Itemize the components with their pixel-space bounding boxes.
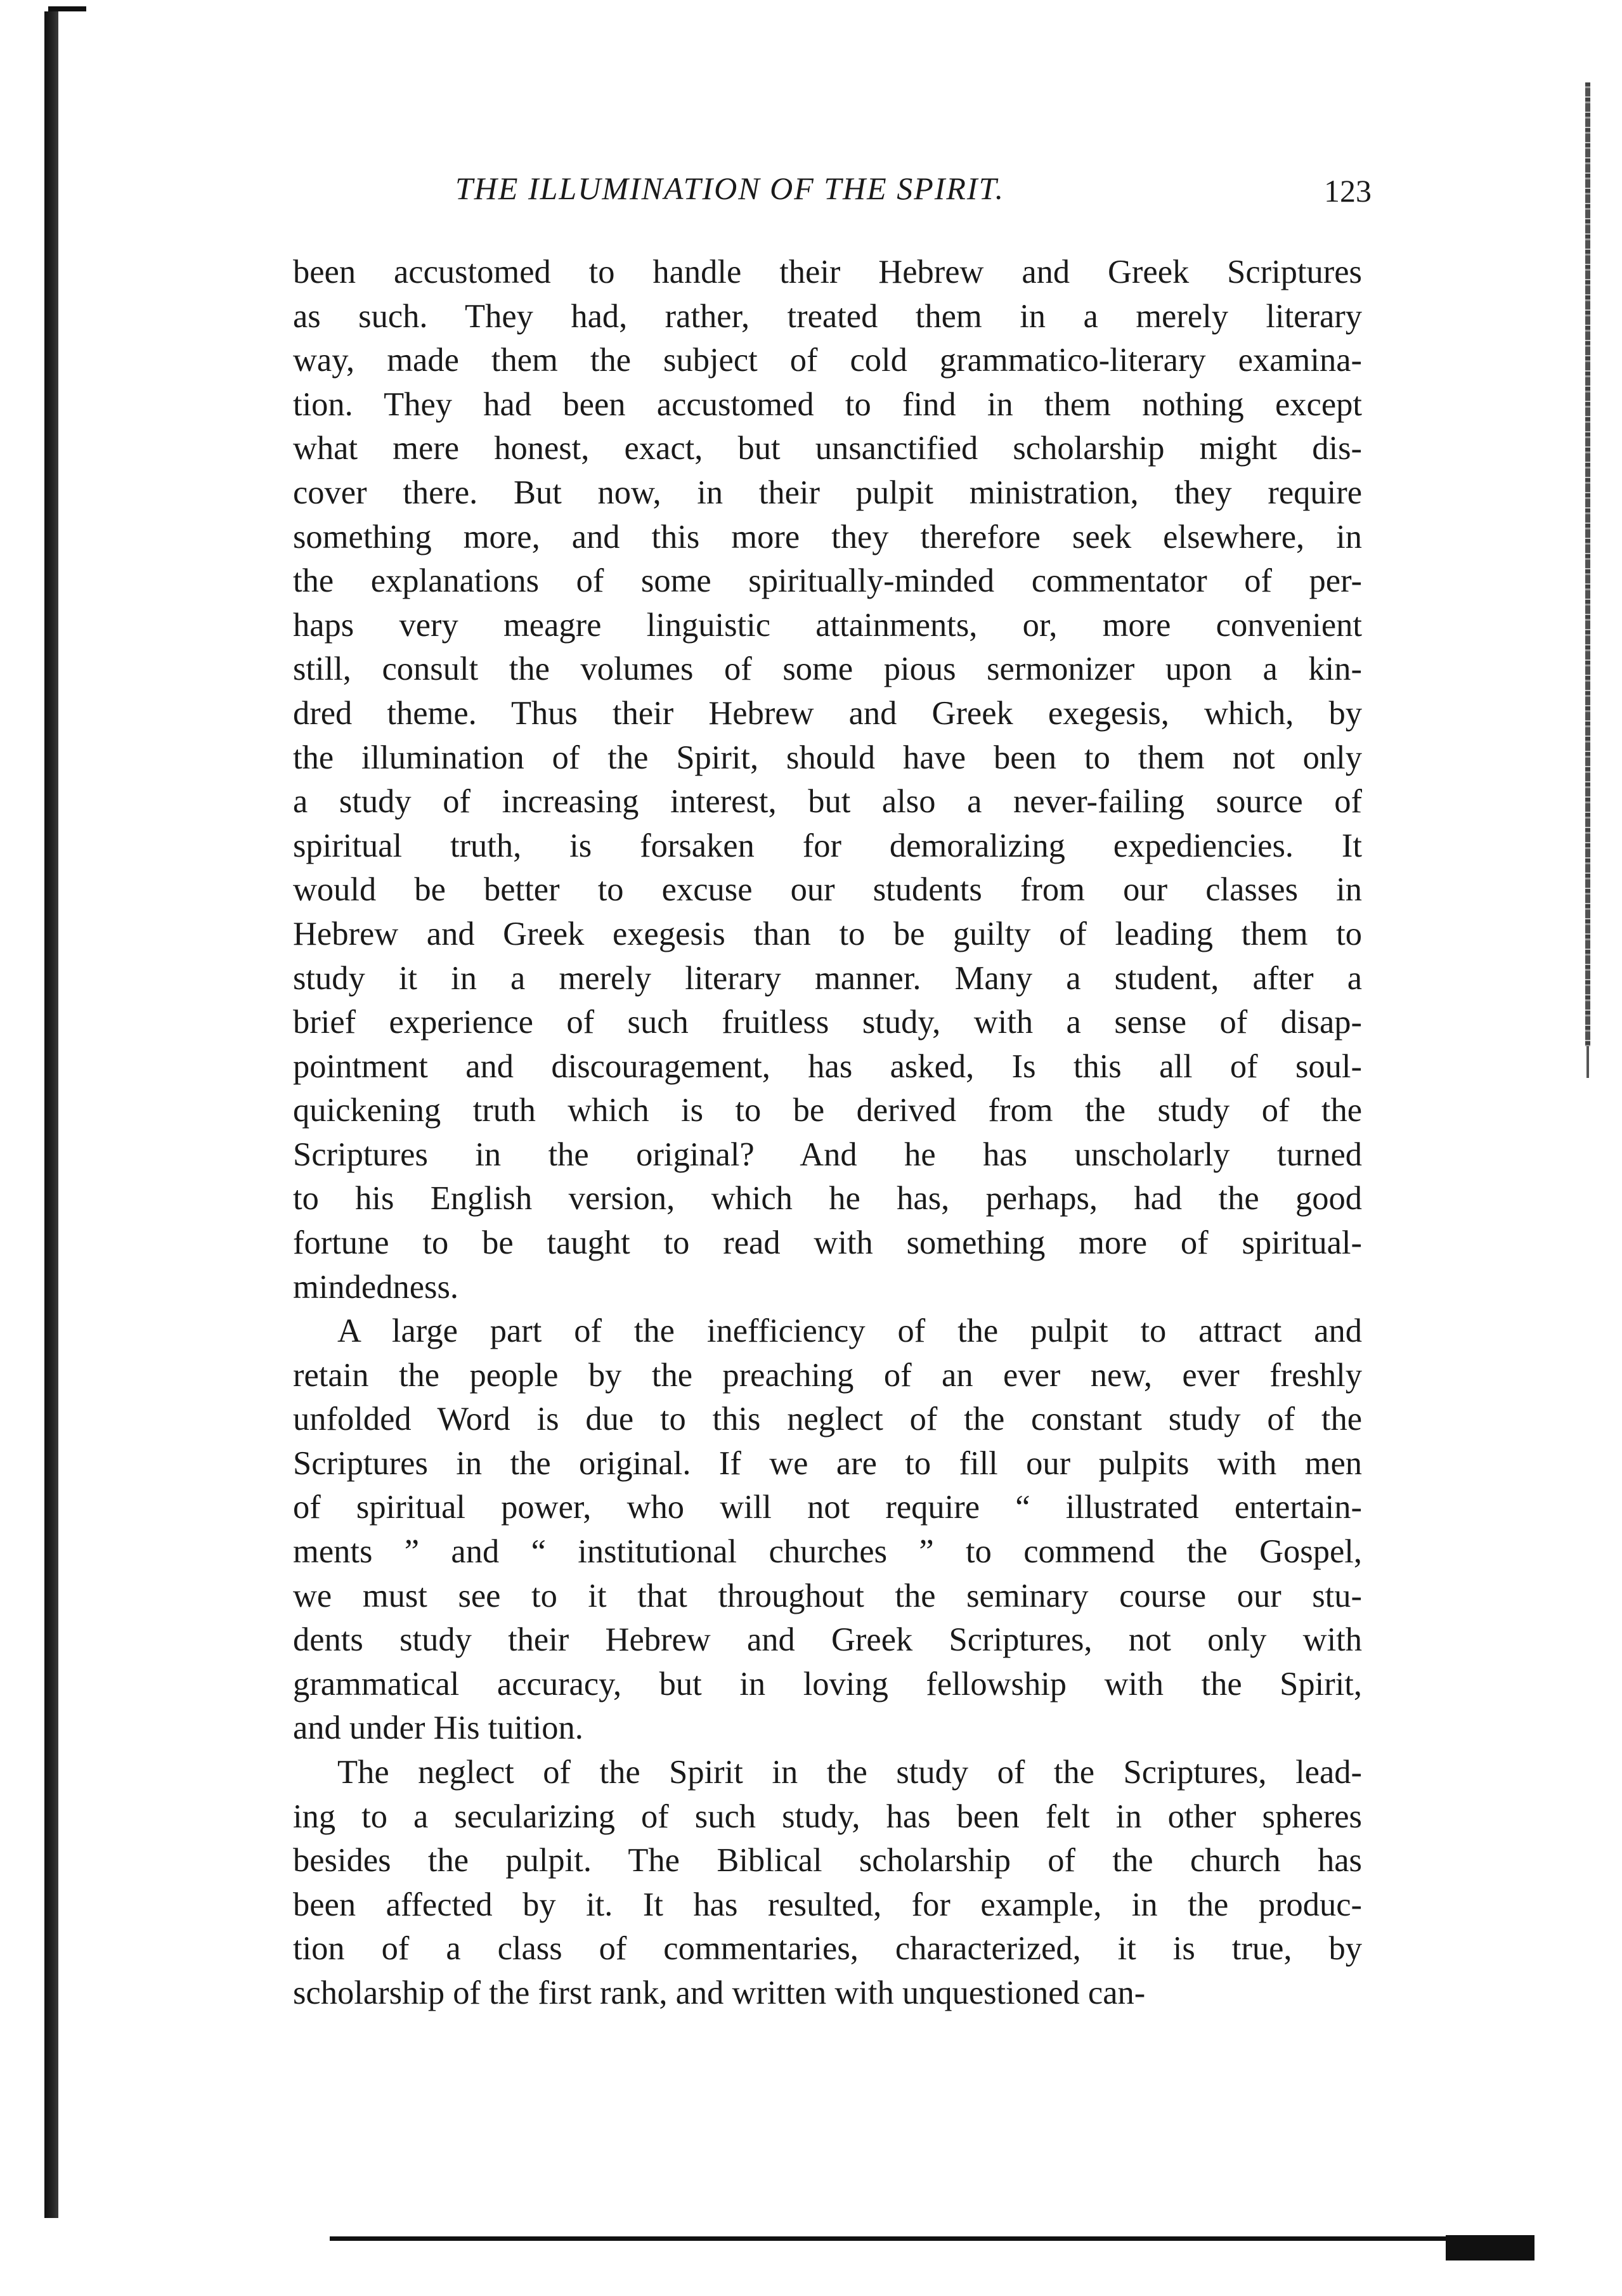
text-line: fortune to be taught to read with something more of spiritual- [293,1224,1362,1262]
text-line: cover there. But now, in their pulpit ministration, they require [293,474,1362,511]
scan-bottom-rule [330,2236,1534,2241]
text-line: The neglect of the Spirit in the study of the Scriptures, lead- [337,1754,1362,1791]
running-head-title: THE ILLUMINATION OF THE SPIRIT. [455,171,1005,206]
scan-bottom-block [1446,2235,1534,2260]
text-line: what mere honest, exact, but unsanctified scholarship might dis- [293,430,1362,467]
text-line: ments ” and “ institutional churches ” to commend the Gospel, [293,1533,1362,1570]
text-line: A large part of the inefficiency of the pulpit to attract and [337,1313,1362,1349]
text-line: something more, and this more they therefore seek elsewhere, in [293,518,1362,555]
paragraph-1 [293,250,1362,1309]
text-line: retain the people by the preaching of an ever new, ever freshly [293,1356,1362,1394]
text-line: Scriptures in the original. If we are to fill our pulpits with men [293,1444,1362,1482]
text-line: way, made them the subject of cold grammatico-literary examina- [293,342,1362,379]
text-line: we must see to it that throughout the seminary course our stu- [293,1577,1362,1614]
text-line: brief experience of such fruitless study, with a sense of disap- [293,1004,1362,1041]
text-line: study it in a merely literary manner. Many a student, after a [293,959,1362,997]
text-line: pointment and discouragement, has asked, Is this all of soul- [293,1047,1362,1085]
text-line: tion. They had been accustomed to find in them nothing except [293,386,1362,423]
text-line: as such. They had, rather, treated them in a merely literary [293,297,1362,335]
text-line: Scriptures in the original? And he has unscholarly turned [293,1136,1362,1173]
text-line: tion of a class of commentaries, characterized, it is true, by [293,1930,1362,1968]
scan-right-edge [1585,82,1590,1046]
text-line: unfolded Word is due to this neglect of the constant study of the [293,1401,1362,1438]
text-line: been accustomed to handle their Hebrew and Greek Scriptures [293,254,1362,290]
text-line: scholarship of the first rank, and written with unquestioned can- [293,1974,1146,2011]
text-line: to his English version, which he has, perhaps, had the good [293,1180,1362,1217]
text-line: besides the pulpit. The Biblical scholarship of the church has [293,1842,1362,1879]
text-line: of spiritual power, who will not require “ illustrated entertain- [293,1489,1362,1526]
text-line: mindedness. [293,1268,459,1306]
text-line: grammatical accuracy, but in loving fellowship with the Spirit, [293,1665,1362,1703]
text-line: dred theme. Thus their Hebrew and Greek exegesis, which, by [293,694,1362,732]
text-line: still, consult the volumes of some pious sermonizer upon a kin- [293,651,1362,688]
scan-right-edge-fragment [1586,1046,1589,1078]
text-line: been affected by it. It has resulted, for example, in the produc- [293,1886,1362,1923]
text-line: would be better to excuse our students from our classes in [293,871,1362,909]
text-line: dents study their Hebrew and Greek Scriptures, not only with [293,1621,1362,1659]
paragraph-3 [293,1751,1362,2016]
scan-corner-mark [48,6,86,11]
page-number: 123 [1324,173,1372,209]
text-line: the illumination of the Spirit, should have been to them not only [293,739,1362,776]
text-line: quickening truth which is to be derived from the study of the [293,1092,1362,1129]
scan-binding-edge [44,11,58,2218]
text-line: Hebrew and Greek exegesis than to be guilty of leading them to [293,915,1362,952]
paragraph-2 [293,1309,1362,1751]
text-line: the explanations of some spiritually-minded commentator of per- [293,562,1362,600]
text-line: spiritual truth, is forsaken for demoralizing expediencies. It [293,827,1362,864]
text-line: a study of increasing interest, but also a never-failing source of [293,783,1362,820]
text-line: haps very meagre linguistic attainments, or, more convenient [293,606,1362,644]
text-line: and under His tuition. [293,1709,583,1747]
text-line: ing to a secularizing of such study, has been felt in other spheres [293,1798,1362,1835]
